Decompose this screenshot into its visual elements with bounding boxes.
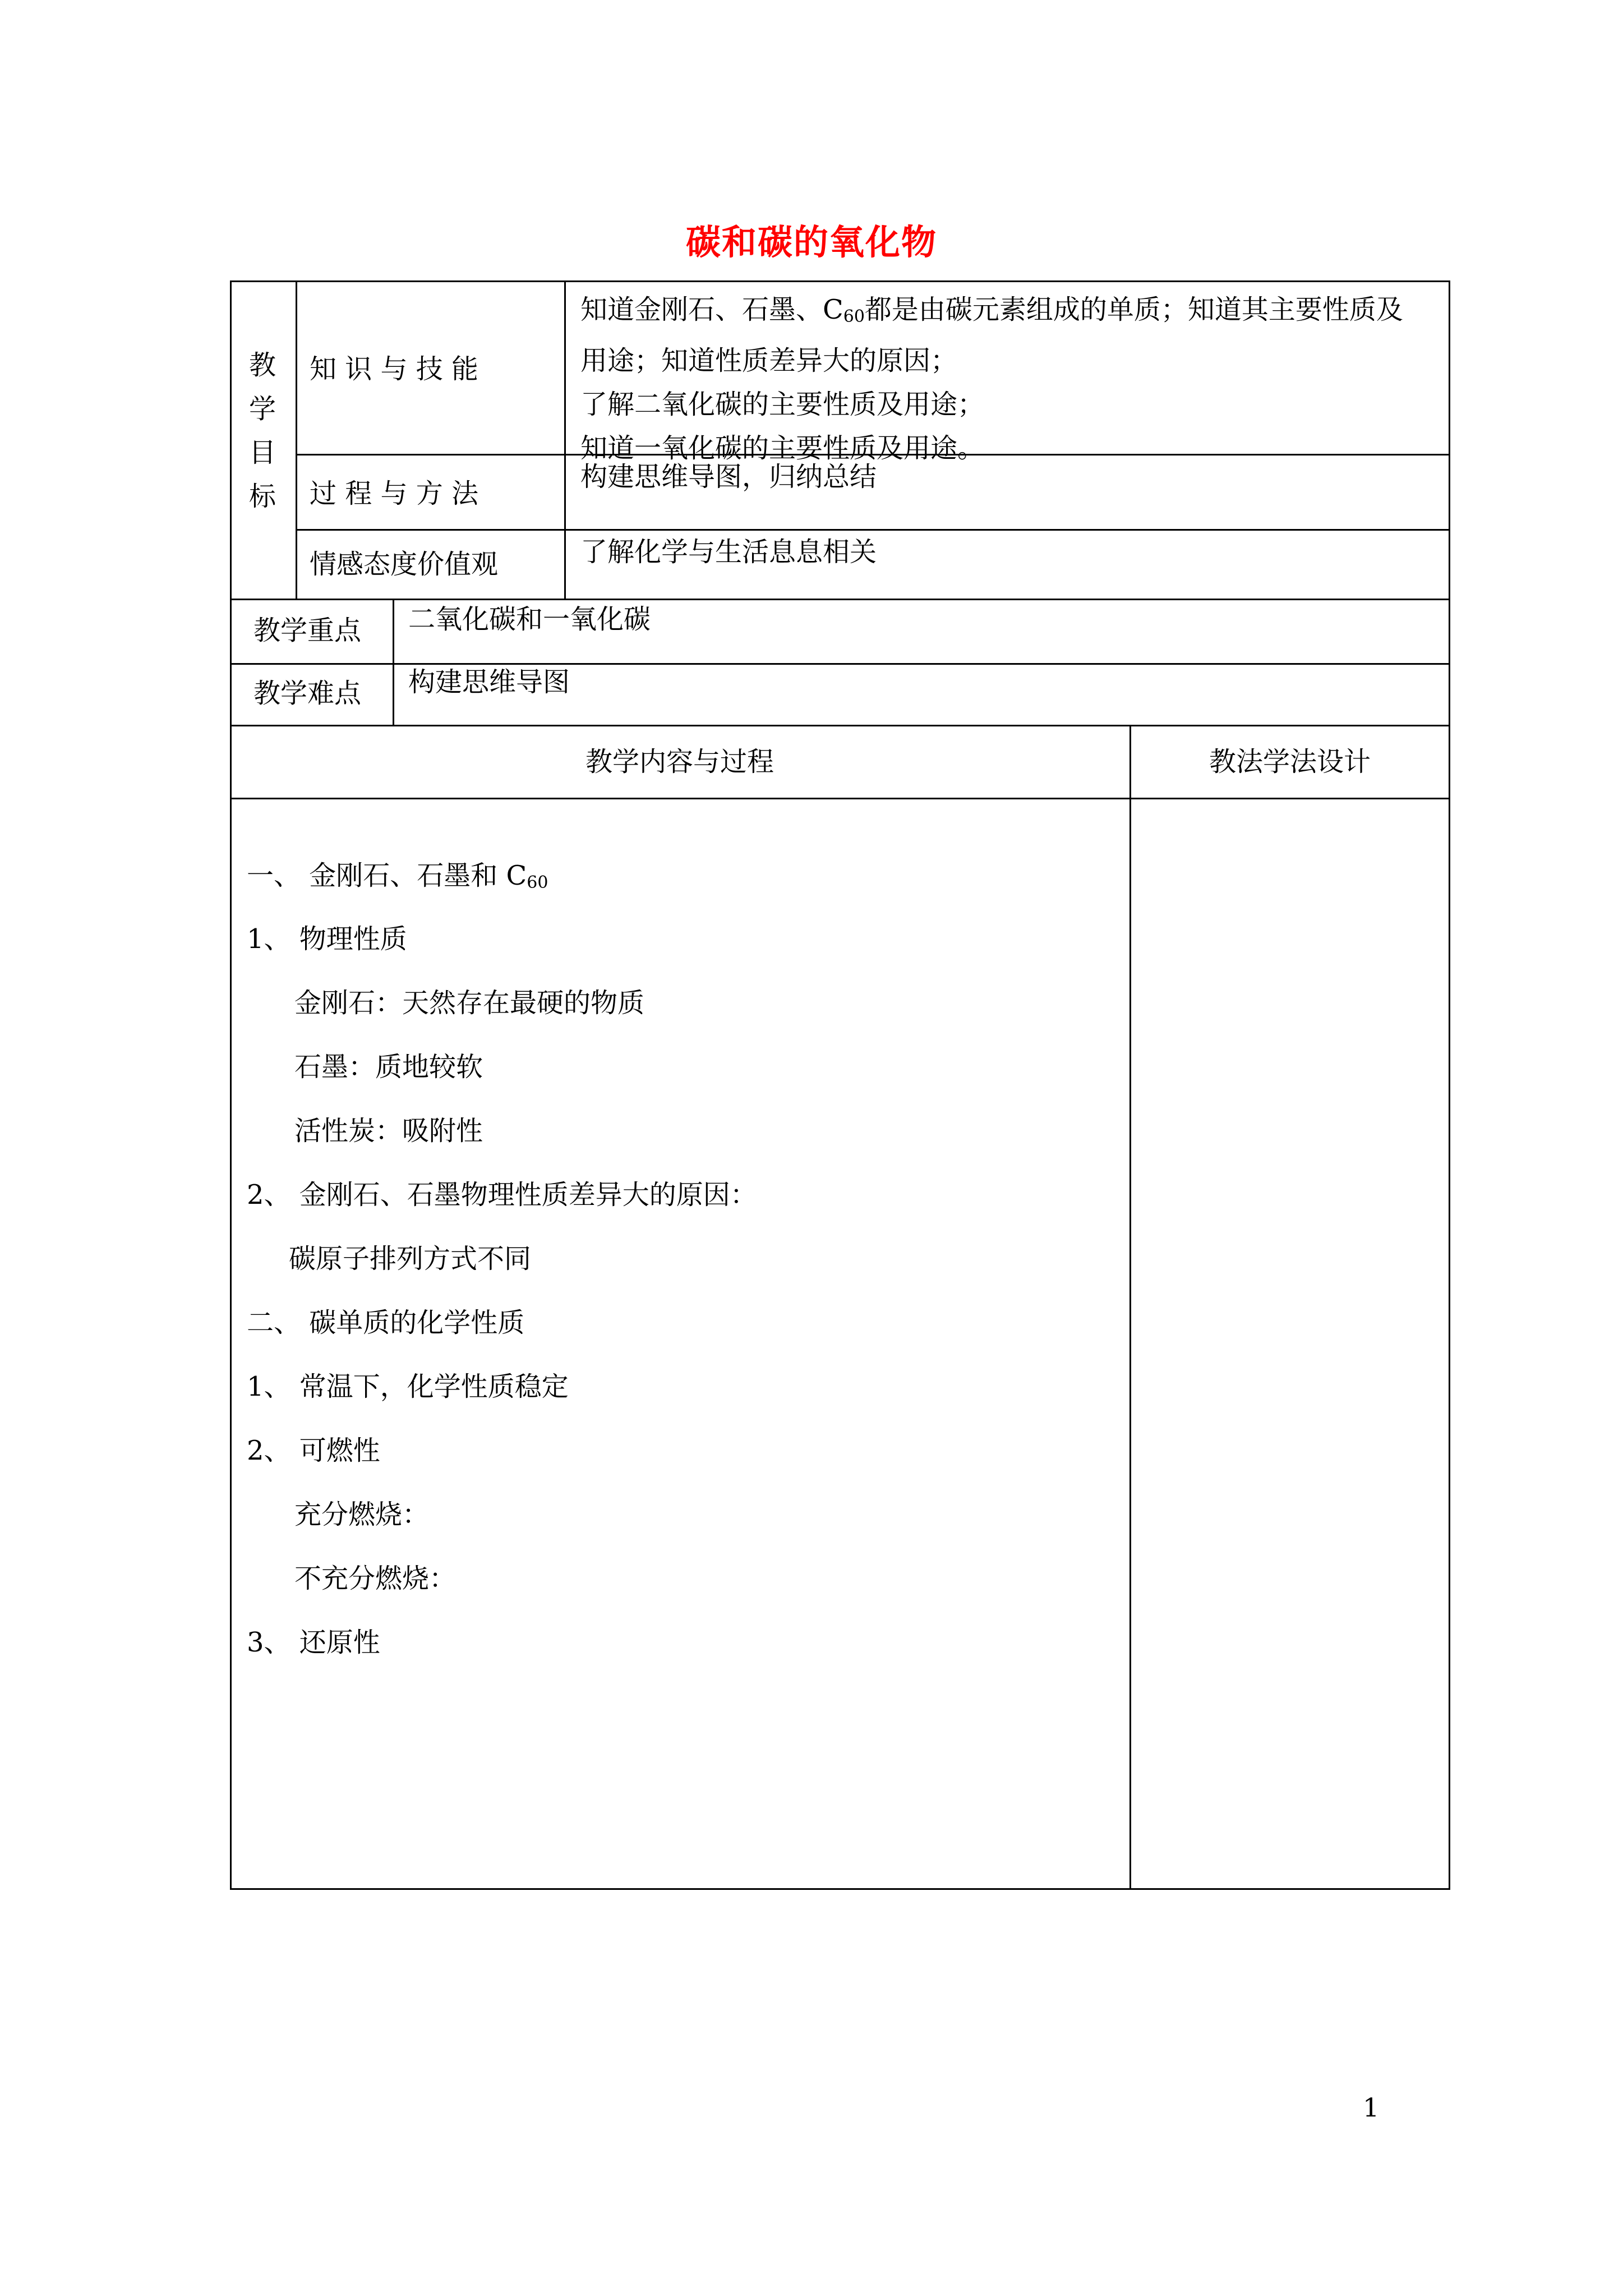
content-line: 金刚石：天然存在最硬的物质 bbox=[294, 987, 645, 1019]
table-border-top bbox=[230, 280, 1450, 282]
page-title: 碳和碳的氧化物 bbox=[685, 222, 937, 263]
content-line: 3、 还原性 bbox=[247, 1627, 380, 1658]
content-line: 碳原子排列方式不同 bbox=[289, 1243, 532, 1274]
knowledge-skills-text: 知道金刚石、石墨、$C_{60}$都是由碳元素组成的单质；知道其主要性质及 用途；知道性质差异大的原因； 了解二氧化碳的主要性质及用途； 知道一氧化碳的主要性质及用途。 bbox=[580, 294, 1403, 464]
method-column-header: 教法学法设计 bbox=[1209, 746, 1371, 777]
content-line: 1、 常温下，化学性质稳定 bbox=[247, 1371, 569, 1402]
content-column-header: 教学内容与过程 bbox=[585, 746, 774, 777]
difficult-points-text: 构建思维导图 bbox=[408, 666, 570, 698]
row-divider bbox=[230, 663, 1450, 665]
content-line: 石墨：质地较软 bbox=[294, 1051, 483, 1083]
content-line: 2、 金刚石、石墨物理性质差异大的原因： bbox=[247, 1179, 757, 1211]
content-line: 1、 物理性质 bbox=[247, 923, 407, 955]
column-divider bbox=[296, 280, 297, 599]
page-number: 1 bbox=[1363, 2092, 1380, 2123]
row-divider bbox=[296, 529, 1450, 531]
emotion-values-label: 情感态度价值观 bbox=[310, 549, 499, 580]
row-divider bbox=[230, 798, 1450, 799]
process-method-text: 构建思维导图，归纳总结 bbox=[580, 461, 877, 493]
table-border-bottom bbox=[230, 1888, 1450, 1890]
content-line: 充分燃烧： bbox=[294, 1499, 430, 1530]
content-line: 不充分燃烧： bbox=[294, 1563, 457, 1594]
difficult-points-label: 教学难点 bbox=[253, 678, 362, 709]
section-heading: 一、 金刚石、石墨和 $C_{60}$ bbox=[247, 860, 548, 892]
emotion-values-text: 了解化学与生活息息相关 bbox=[580, 536, 877, 568]
table-border-left bbox=[230, 280, 232, 1890]
column-divider bbox=[393, 599, 394, 725]
column-divider bbox=[1129, 725, 1131, 1890]
row-divider bbox=[230, 725, 1450, 726]
knowledge-skills-label: 知 识 与 技 能 bbox=[310, 353, 479, 385]
table-border-right bbox=[1449, 280, 1450, 1890]
process-method-label: 过 程 与 方 法 bbox=[310, 478, 479, 509]
column-divider bbox=[564, 280, 566, 599]
objectives-header: 教 学 目 标 bbox=[248, 349, 276, 512]
section-heading: 二、 碳单质的化学性质 bbox=[247, 1307, 525, 1338]
content-line: 2、 可燃性 bbox=[247, 1435, 380, 1466]
content-line: 活性炭：吸附性 bbox=[294, 1115, 483, 1147]
key-points-label: 教学重点 bbox=[253, 615, 362, 646]
lesson-plan-table bbox=[230, 280, 1450, 1890]
key-points-text: 二氧化碳和一氧化碳 bbox=[408, 604, 651, 635]
row-divider bbox=[230, 599, 1450, 600]
